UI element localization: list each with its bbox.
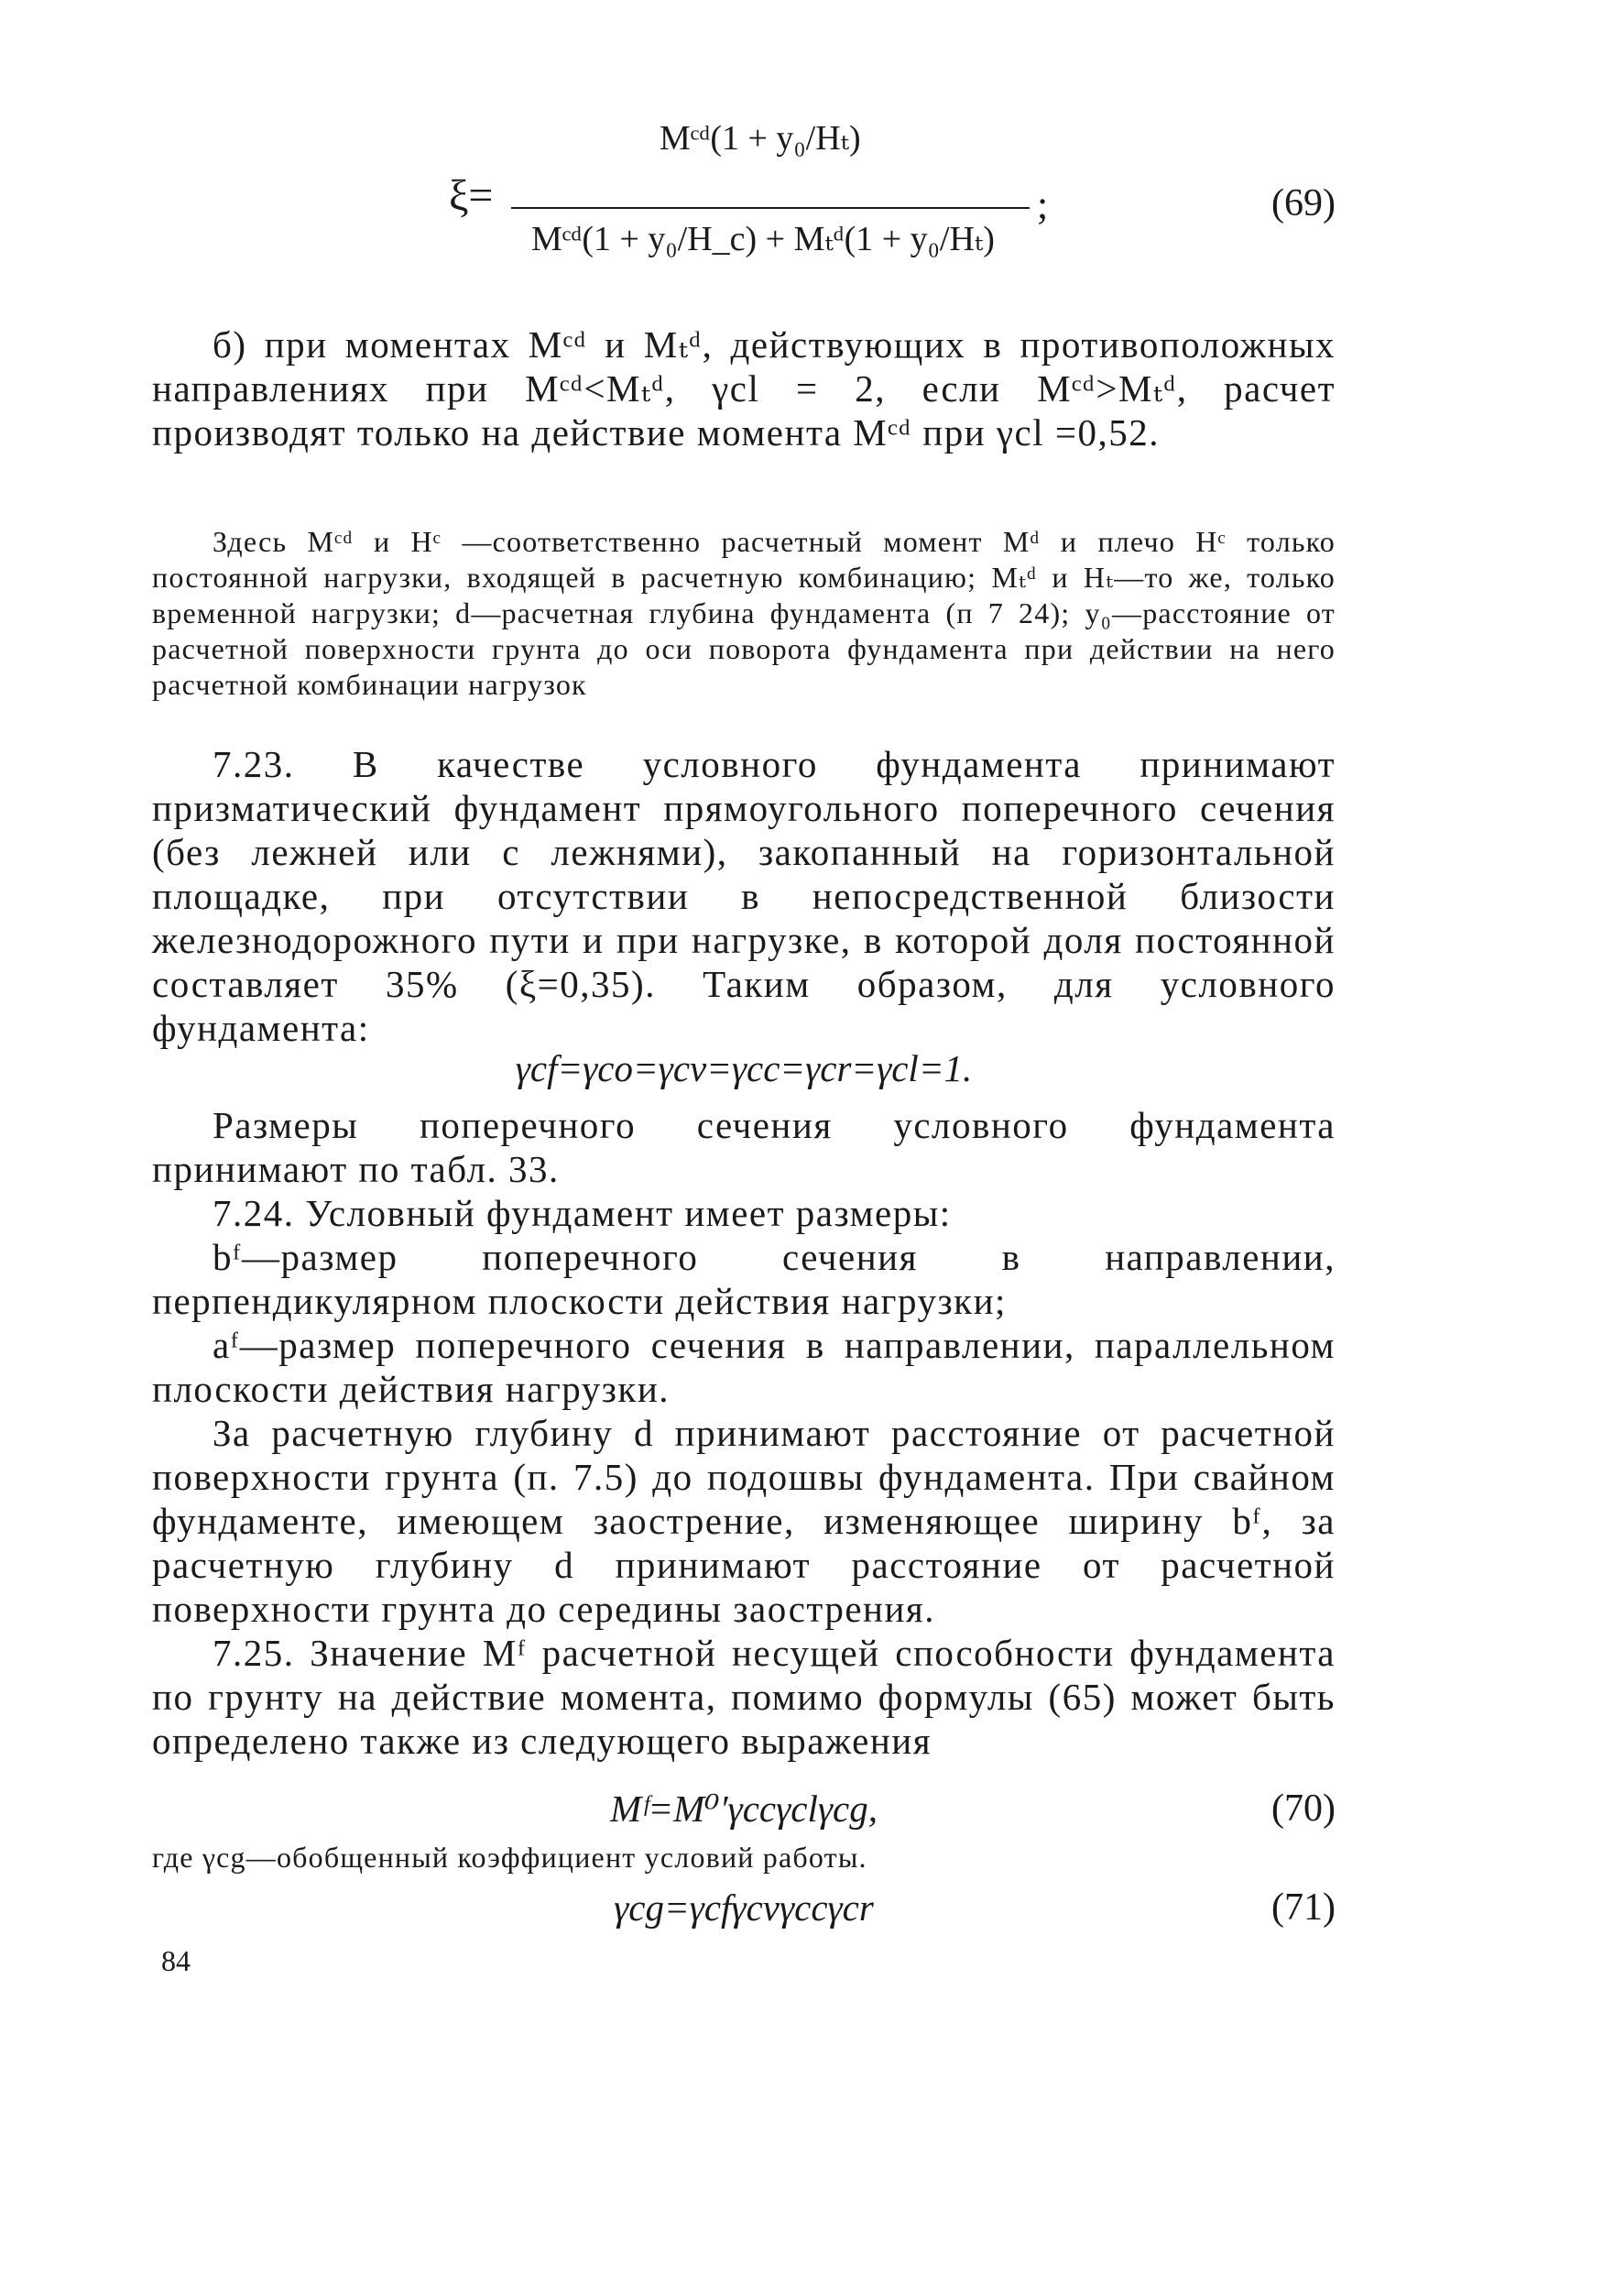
paragraph-7-25 xyxy=(152,1631,1336,1763)
paragraph-sizes-text: Размеры поперечного сечения условного фундамента принимают по табл. 33. xyxy=(152,1104,1336,1190)
formula-69-numerator: Mᶜᵈ(1 + y₀/Hₜ) xyxy=(660,119,861,158)
paragraph-af xyxy=(152,1323,1336,1411)
paragraph-7-24-text: 7.24. Условный фундамент имеет размеры: xyxy=(213,1192,952,1234)
paragraph-bf xyxy=(152,1235,1336,1323)
formula-71: γcg=γcfγcvγccγcr xyxy=(614,1886,874,1929)
paragraph-sizes xyxy=(152,1103,1336,1191)
paragraph-b xyxy=(152,323,1336,454)
fraction-line xyxy=(511,207,1030,209)
paragraph-7-25-text: 7.25. Значение Mᶠ расчетной несущей способности фундамента по грунту на действие момента, помимо формулы (65) может быть определено также из следующего выражения xyxy=(152,1632,1336,1762)
formula-69 xyxy=(449,108,1090,301)
formula-69-terminator: ; xyxy=(1037,182,1049,227)
paragraph-bf-text: bᶠ—размер поперечного сечения в направлении, перпендикулярном плоскости действия нагрузки; xyxy=(152,1236,1336,1322)
paragraph-depth xyxy=(152,1411,1336,1631)
formula-70: Mᶠ=M⁰′γccγclγcg, xyxy=(610,1788,878,1830)
paragraph-depth-text: За расчетную глубину d принимают расстояние от расчетной поверхности грунта (п. 7.5) до подошвы фундамента. При свайном фундаменте, имеющем заострение, изменяющее ширину bᶠ, за расчетную глубину d принимают расстояние от расчетной поверхности грунта до середины заострения. xyxy=(152,1412,1336,1630)
where-text: где γcg—обобщенный коэффициент условий работы. xyxy=(152,1841,867,1874)
formula-71-number: (71) xyxy=(1271,1886,1336,1929)
paragraph-7-23-text: 7.23. В качестве условного фундамента принимают призматический фундамент прямоугольного поперечного сечения (без лежней или с лежнями), закопанный на горизонтальной площадке, при отсутствии в непосредственной близости железнодорожного пути и при нагрузке, в которой доля постоянной составляет 35% (ξ=0,35). Таким образом, для условного фундамента: xyxy=(152,743,1336,1049)
formula-70-number: (70) xyxy=(1271,1788,1336,1830)
note-block xyxy=(152,524,1336,703)
formula-69-number: (69) xyxy=(1271,182,1336,224)
page-number: 84 xyxy=(161,1944,191,1977)
formula-69-denominator: Mᶜᵈ(1 + y₀/H_c) + Mₜᵈ(1 + y₀/Hₜ) xyxy=(531,220,995,258)
paragraph-7-23 xyxy=(152,742,1336,1050)
formula-gamma: γcf=γco=γcv=γcc=γcr=γcl=1. xyxy=(515,1047,973,1089)
paragraph-b-text: б) при моментах Mᶜᵈ и Mₜᵈ, действующих в противоположных направлениях при Mᶜᵈ<Mₜᵈ, γcl = 2, если Mᶜᵈ>Mₜᵈ, расчет производят только на действие момента Mᶜᵈ при γcl =0,52. xyxy=(152,323,1336,454)
formula-69-lhs: ξ= xyxy=(449,171,494,220)
note-text: Здесь Mᶜᵈ и Hᶜ —соответственно расчетный момент Mᵈ и плечо Hᶜ только постоянной нагрузки, входящей в расчетную комбинацию; Mₜᵈ и Hₜ—то же, только временной нагрузки; d—расчетная глубина фундамента (п 7 24); y₀—расстояние от расчетной поверхности грунта до оси поворота фундамента при действии на него расчетной комбинации нагрузок xyxy=(152,525,1336,701)
paragraph-7-24 xyxy=(152,1191,1336,1235)
where-block xyxy=(152,1840,1336,1875)
paragraph-af-text: aᶠ—размер поперечного сечения в направлении, параллельном плоскости действия нагрузки. xyxy=(152,1324,1336,1410)
